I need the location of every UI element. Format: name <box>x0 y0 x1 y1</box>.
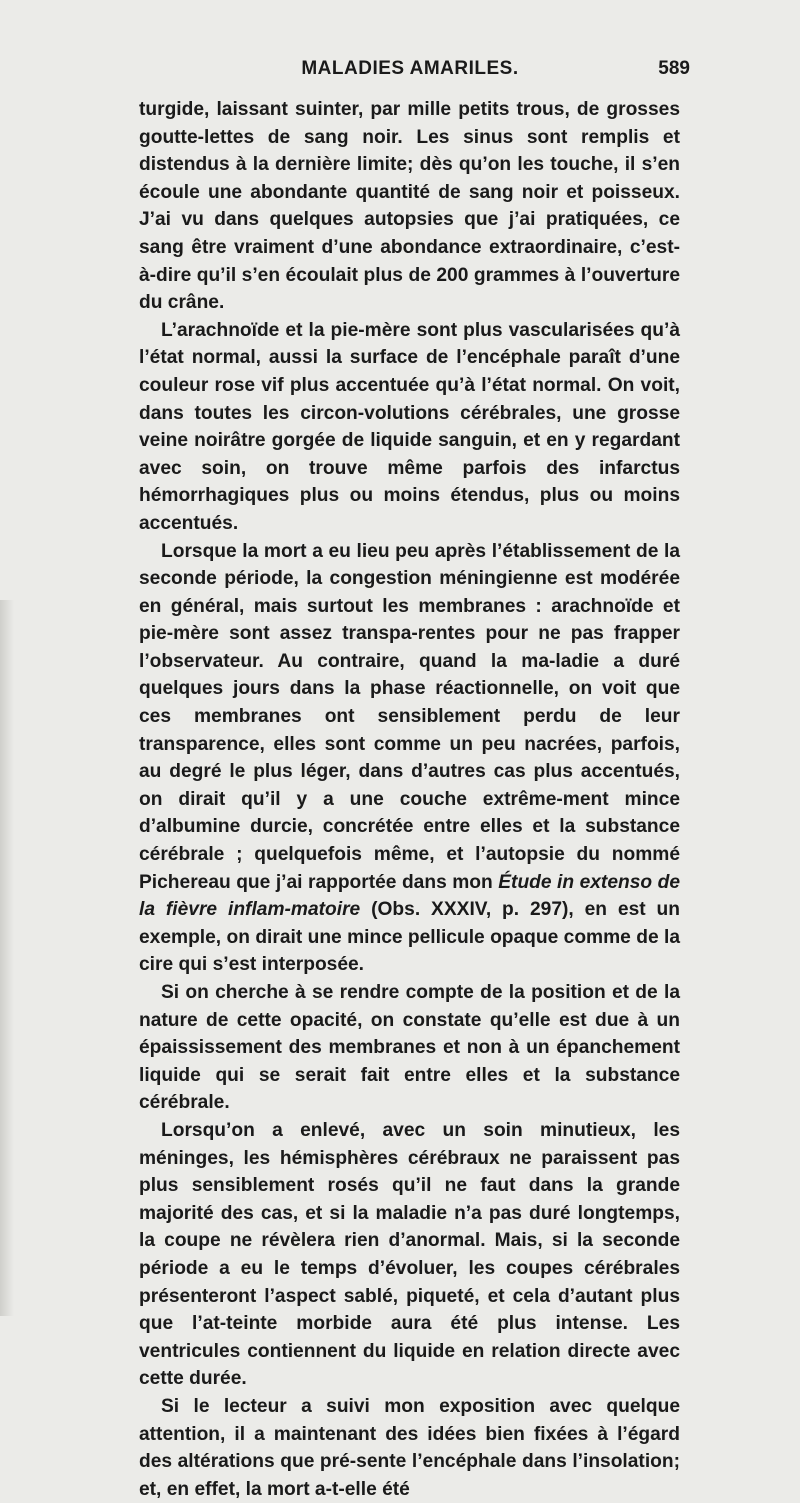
text-run: Si on cherche à se rendre compte de la position et de la nature de cette opacité, on constate qu’elle est due à un épaississement des membranes et non à un épanchement liquide qui se serait fait entre elles et la substance cérébrale. <box>139 982 680 1114</box>
page-number: 589 <box>658 58 690 79</box>
text-run: Lorsqu’on a enlevé, avec un soin minutieux, les méninges, les hémisphères cérébraux ne paraissent pas plus sensiblement rosés qu’il ne faut dans la grande majorité des cas, et si la maladie n’a pas duré longtemps, la coupe ne révèlera rien d’anormal. Mais, si la seconde période a eu le temps d’évoluer, les coupes cérébrales présenteront l’aspect sablé, piqueté, et cela d’autant plus que l’at-teinte morbide aura été plus intense. Les ventricules contiennent du liquide en relation directe avec cette durée. <box>139 1119 680 1390</box>
text-run: Si le lecteur a suivi mon exposition avec quelque attention, il a maintenant des idées bien fixées à l’égard des altérations que pré-sente l’encéphale dans l’insolation; et, en effet, la mort a-t-elle été <box>139 1395 680 1500</box>
text-run: Lorsque la mort a eu lieu peu après l’établissement de la seconde période, la congestion méningienne est modérée en général, mais surtout les membranes : arachnoïde et pie-mère sont assez transpa-rentes pour ne pas frapper l’observateur. Au contraire, quand la ma-ladie a duré quelques jours dans la phase réactionnelle, on voit que ces membranes ont sensiblement perdu de leur transparence, elles sont comme un peu nacrées, parfois, au degré le plus léger, dans d’autres cas plus accentués, on dirait qu’il y a une couche extrême-ment mince d’albumine durcie, concrétée entre elles et la substance cérébrale ; quelquefois même, et l’autopsie du nommé Pichereau que j’ai rapportée dans mon <box>139 540 680 893</box>
paragraph <box>139 979 680 1117</box>
text-run: turgide, laissant suinter, par mille petits trous, de grosses goutte-lettes de sang noir. Les sinus sont remplis et distendus à la dernière limite; dès qu’on les touche, il s’en écoule une abondante quantité de sang noir et poisseux. J’ai vu dans quelques autopsies que j’ai pratiquées, ce sang être vraiment d’une abondance extraordinaire, c’est-à-dire qu’il s’en écoulait plus de 200 grammes à l’ouverture du crâne. <box>139 99 680 314</box>
paragraph <box>139 317 680 538</box>
body-text <box>139 96 680 1503</box>
paragraph <box>139 1117 680 1393</box>
running-title: MALADIES AMARILES. <box>301 58 519 79</box>
running-head <box>140 58 690 88</box>
text-run: L’arachnoïde et la pie-mère sont plus vascularisées qu’à l’état normal, aussi la surface de l’encéphale paraît d’une couleur rose vif plus accentuée qu’à l’état normal. On voit, dans toutes les circon-volutions cérébrales, une grosse veine noirâtre gorgée de liquide sanguin, et en y regardant avec soin, on trouve même parfois des infarctus hémorrhagiques plus ou moins étendus, plus ou moins accentués. <box>139 319 680 534</box>
italic-title: Étude in extenso de la fièvre inflam-matoire <box>139 871 680 921</box>
gutter-shadow <box>0 600 14 1316</box>
paragraph <box>139 96 680 317</box>
text-run: (Obs. XXXIV, p. 297), en est un exemple, on dirait une mince pellicule opaque comme de la cire qui s’est interposée. <box>139 899 680 976</box>
paragraph <box>139 1393 680 1503</box>
paragraph <box>139 538 680 980</box>
